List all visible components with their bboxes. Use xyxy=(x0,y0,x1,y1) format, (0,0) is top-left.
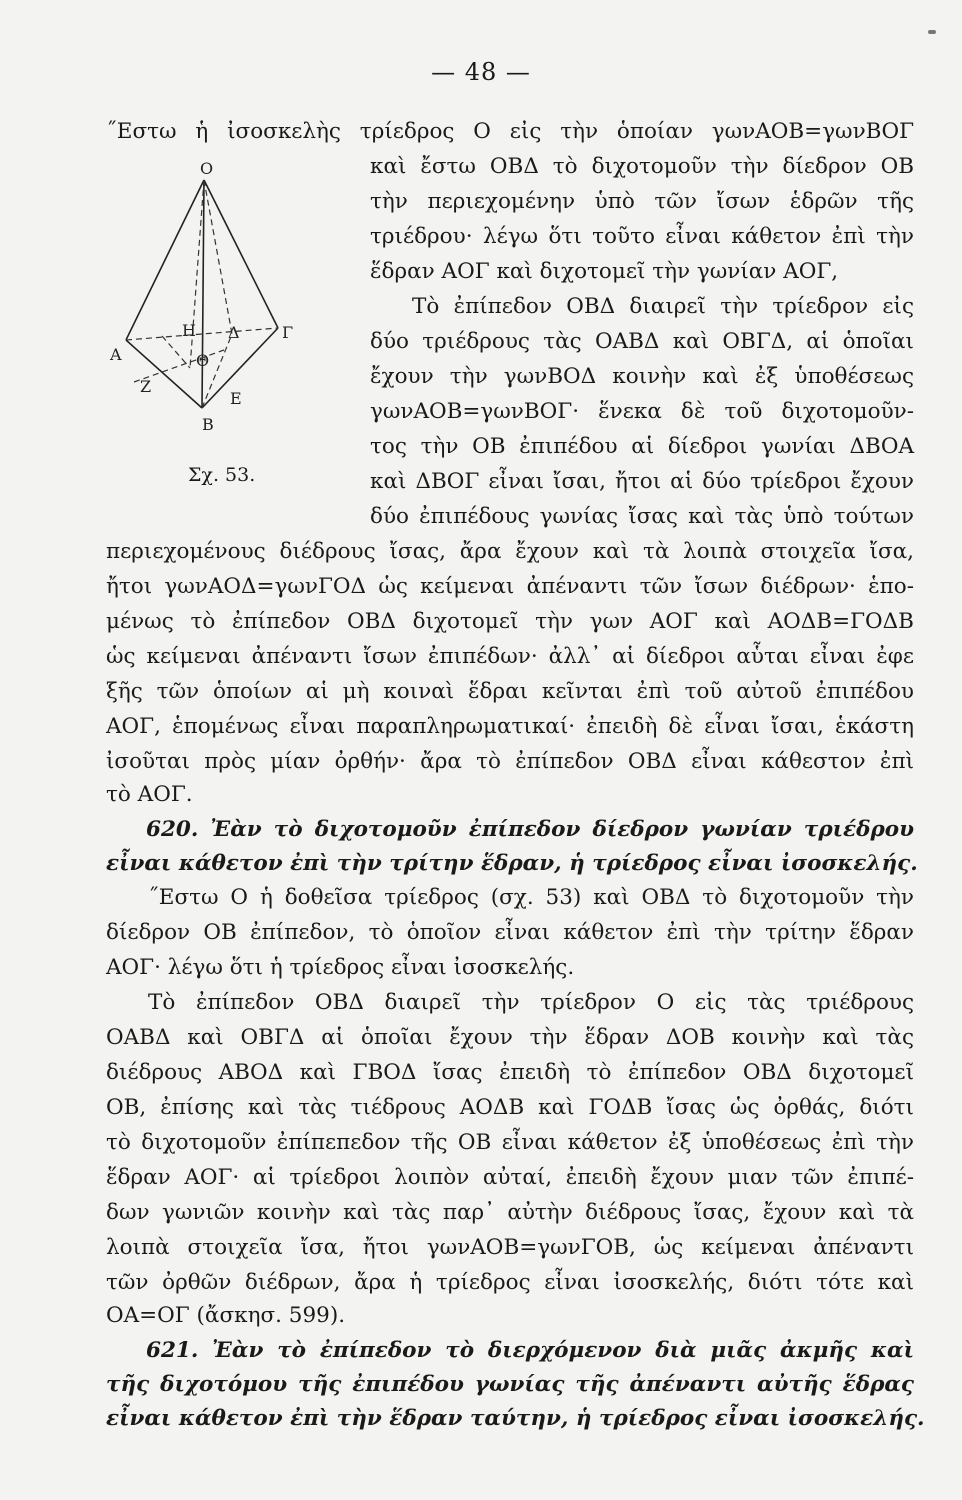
text-line: ἤτοι γωνΑΟΔ=γωνΓΟΔ ὡς κείμεναι ἀπέναντι τῶν ἴσων διέδρων· ἑπο- xyxy=(106,574,914,599)
page-number: — 48 — xyxy=(431,58,531,86)
text-line: ΟΒ, ἐπίσης καὶ τὰς τιέδρους ΑΟΔΒ καὶ ΓΟΔΒ ἴσας ὡς ὀρθάς, διότι xyxy=(106,1095,914,1120)
label-a: Α xyxy=(110,345,122,364)
text-line: περιεχομένους διέδρους ἴσας, ἄρα ἔχουν καὶ τὰ λοιπὰ στοιχεῖα ἴσα, xyxy=(106,539,914,564)
label-g: Γ xyxy=(282,323,294,342)
label-d: Δ xyxy=(228,323,240,342)
text-line: ˝Εστω O ἡ δοθεῖσα τρίεδρος (σχ. 53) καὶ ΟΒΔ τὸ διχοτομοῦν τὴν xyxy=(148,885,914,910)
theorem-620-statement: εἶναι κάθετον ἐπὶ τὴν τρίτην ἕδραν, ἡ τρίεδρος εἶναι ἰσοσκελής. xyxy=(106,851,918,876)
text-line: ΑΟΓ· λέγω ὅτι ἡ τρίεδρος εἶναι ἰσοσκελής. xyxy=(106,955,575,980)
text-line: δύο ἐπιπέδους γωνίας ἴσας καὶ τὰς ὑπὸ τούτων xyxy=(370,504,914,529)
edge-ob xyxy=(202,180,204,408)
text-line: μένως τὸ ἐπίπεδον ΟΒΔ διχοτομεῖ τὴν γων ΑΟΓ καὶ ΑΟΔΒ=ΓΟΔΒ xyxy=(106,609,914,634)
text-line: διέδρους ΑΒΟΔ καὶ ΓΒΟΔ ἴσας ἐπειδὴ τὸ ἐπίπεδον ΟΒΔ διχοτομεῖ xyxy=(106,1060,914,1085)
text-line: δύο τριέδρους τὰς ΟΑΒΔ καὶ ΟΒΓΔ, αἱ ὁποῖαι xyxy=(370,329,914,354)
text-line: Τὸ ἐπίπεδον ΟΒΔ διαιρεῖ τὴν τρίεδρον O εἰς τὰς τριέδρους xyxy=(148,990,914,1015)
figure-53 xyxy=(104,160,314,490)
text-line: τὸ ΑΟΓ. xyxy=(106,782,193,807)
edge-ab xyxy=(126,340,202,408)
text-line: καὶ ἔστω ΟΒΔ τὸ διχοτομοῦν τὴν δίεδρον ΟΒ xyxy=(370,154,914,179)
theorem-621-statement: τῆς διχοτόμου τῆς ἐπιπέδου γωνίας τῆς ἀπέναντι αὐτῆς ἕδρας xyxy=(106,1372,914,1397)
text-line: ΟΑ=ΟΓ (ἄσκησ. 599). xyxy=(106,1303,346,1328)
theorem-620-heading: 620. Ἐὰν τὸ διχοτομοῦν ἐπίπεδον δίεδρον γωνίαν τριέδρου xyxy=(146,817,914,842)
text-line: ξῆς τῶν ὁποίων αἱ μὴ κοιναὶ ἕδραι κεῖνται ἐπὶ τοῦ αὐτοῦ ἐπιπέδου xyxy=(106,679,914,704)
text-line: τὴν περιεχομένην ὑπὸ τῶν ἴσων ἑδρῶν τῆς xyxy=(370,189,914,214)
text-line: τῶν ὀρθῶν διέδρων, ἄρα ἡ τρίεδρος εἶναι ἰσοσκελής, διότι τότε καὶ xyxy=(106,1270,914,1295)
text-line: ὡς κείμεναι ἀπέναντι ἴσων ἐπιπέδων· ἀλλ᾽ αἱ δίεδροι αὗται εἶναι ἐφε xyxy=(106,644,914,669)
text-line: δίεδρον ΟΒ ἐπίπεδον, τὸ ὁποῖον εἶναι κάθετον ἐπὶ τὴν τρίτην ἕδραν xyxy=(106,920,914,945)
text-line: ἰσοῦται πρὸς μίαν ὀρθήν· ἄρα τὸ ἐπίπεδον ΟΒΔ εἶναι κάθεστον ἐπὶ xyxy=(106,749,914,774)
text-line: γωνΑΟΒ=γωνΒΟΓ· ἕνεκα δὲ τοῦ διχοτομοῦν- xyxy=(370,399,914,424)
line-bd xyxy=(202,334,232,408)
text-line: ἕδραν ΑΟΓ καὶ διχοτομεῖ τὴν γωνίαν ΑΟΓ, xyxy=(370,259,839,284)
text-line: ἕδραν ΑΟΓ· αἱ τρίεδροι λοιπὸν αὐταί, ἐπειδὴ ἔχουν μιαν τῶν ἐπιπέ- xyxy=(106,1165,914,1190)
label-z: Ζ xyxy=(140,377,152,396)
label-o: O xyxy=(200,160,214,178)
edge-og xyxy=(204,180,278,328)
text-line: τὸ διχοτομοῦν ἐπίπεπεδον τῆς ΟΒ εἶναι κάθετον ἐξ ὑποθέσεως ἐπὶ τὴν xyxy=(106,1130,914,1155)
text-line: τριέδρου· λέγω ὅτι τοῦτο εἶναι κάθετον ἐπὶ τὴν xyxy=(370,224,914,249)
label-th: Θ xyxy=(196,351,210,370)
text-line: ΑΟΓ, ἑπομένως εἶναι παραπληρωματικαί· ἐπειδὴ δὲ εἶναι ἴσαι, ἑκάστη xyxy=(106,714,914,739)
label-b: Β xyxy=(202,415,214,434)
text-line: τος τὴν ΟΒ ἐπιπέδου αἱ δίεδροι γωνίαι ΔΒΟΑ xyxy=(370,434,914,459)
text-line: καὶ ΔΒΟΓ εἶναι ἴσαι, ἤτοι αἱ δύο τρίεδροι ἔχουν xyxy=(370,469,914,494)
text-line: ἔχουν τὴν γωνΒΟΔ κοινὴν καὶ ἐξ ὑποθέσεως xyxy=(370,364,914,389)
corner-speck xyxy=(928,30,936,34)
label-h: Η xyxy=(182,321,196,340)
theorem-621-statement: εἶναι κάθετον ἐπὶ τὴν ἕδραν ταύτην, ἡ τρίεδρος εἶναι ἰσοσκελής. xyxy=(106,1406,925,1431)
figure-caption: Σχ. 53. xyxy=(188,464,256,486)
theorem-621-heading: 621. Ἐὰν τὸ ἐπίπεδον τὸ διερχόμενον διὰ μιᾶς ἀκμῆς καὶ xyxy=(146,1338,914,1363)
text-line: δων γωνιῶν κοινὴν καὶ τὰς παρ᾽ αὐτὴν διέδρους ἴσας, ἔχουν καὶ τὰ xyxy=(106,1200,914,1225)
text-line: Τὸ ἐπίπεδον ΟΒΔ διαιρεῖ τὴν τρίεδρον εἰς xyxy=(412,294,914,319)
label-e: Ε xyxy=(230,389,242,408)
text-line: ˝Εστω ἡ ἰσοσκελὴς τρίεδρος O εἰς τὴν ὁποίαν γωνΑΟΒ=γωνΒΟΓ xyxy=(106,119,914,144)
text-line: λοιπὰ στοιχεῖα ἴσα, ἤτοι γωνΑΟΒ=γωνΓΟΒ, ὡς κείμεναι ἀπέναντι xyxy=(106,1235,914,1260)
text-line: ΟΑΒΔ καὶ ΟΒΓΔ αἱ ὁποῖαι ἔχουν τὴν ἕδραν ΔΟΒ κοινὴν καὶ τὰς xyxy=(106,1025,914,1050)
edge-oa xyxy=(126,180,204,340)
line-od xyxy=(204,180,232,334)
